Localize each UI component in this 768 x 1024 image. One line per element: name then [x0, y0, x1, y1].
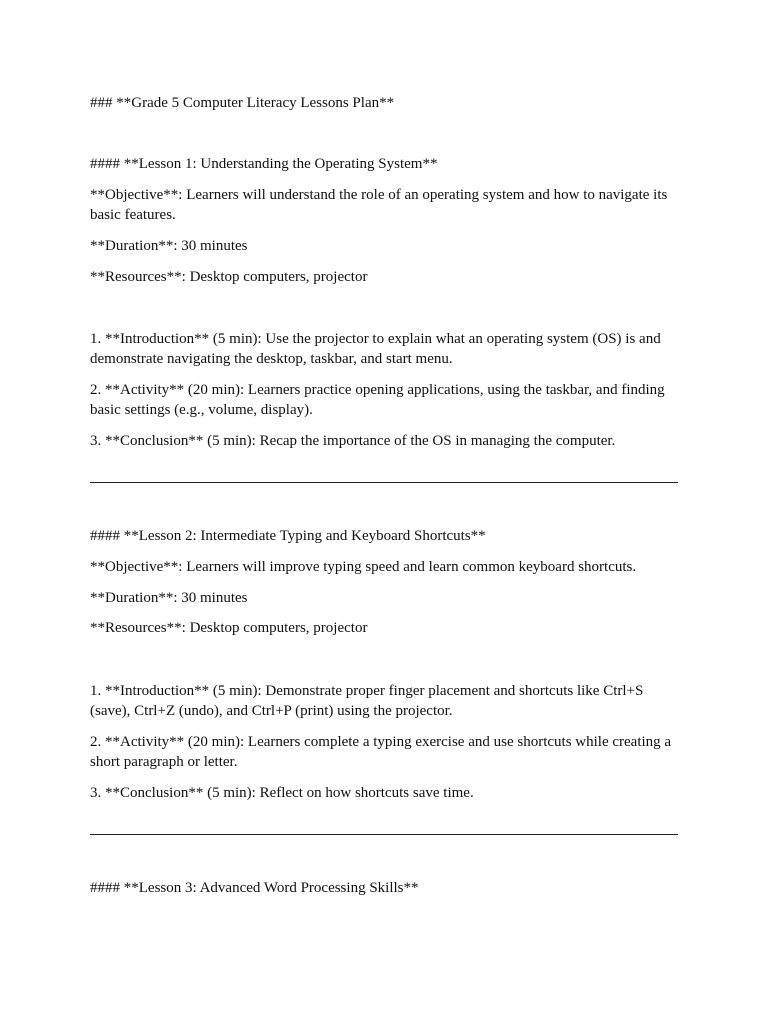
lesson-2-step-1: 1. **Introduction** (5 min): Demonstrate proper finger placement and shortcuts like Ctrl+S (save), Ctrl+Z (undo), and Ctrl+P (print) using the projector.	[90, 683, 644, 719]
section-divider	[90, 834, 678, 835]
lesson-1-step-3: 3. **Conclusion** (5 min): Recap the importance of the OS in managing the computer.	[90, 433, 616, 449]
lesson-2-step-3: 3. **Conclusion** (5 min): Reflect on how shortcuts save time.	[90, 785, 474, 801]
lesson-2-duration: **Duration**: 30 minutes	[90, 590, 248, 606]
lesson-2-objective: **Objective**: Learners will improve typing speed and learn common keyboard shortcuts.	[90, 559, 637, 575]
lesson-1-heading: #### **Lesson 1: Understanding the Operating System**	[90, 156, 438, 172]
lesson-1-resources: **Resources**: Desktop computers, projector	[90, 269, 368, 285]
lesson-1-duration: **Duration**: 30 minutes	[90, 238, 248, 254]
lesson-2-step-2: 2. **Activity** (20 min): Learners complete a typing exercise and use shortcuts while creating a short paragraph or letter.	[90, 734, 672, 770]
lesson-1-step-2: 2. **Activity** (20 min): Learners practice opening applications, using the taskbar, and finding basic settings (e.g., volume, display).	[90, 382, 665, 418]
lesson-1-step-1: 1. **Introduction** (5 min): Use the projector to explain what an operating system (OS) is and demonstrate navigating the desktop, taskbar, and start menu.	[90, 331, 661, 367]
lesson-3-heading: #### **Lesson 3: Advanced Word Processing Skills**	[90, 880, 419, 896]
lesson-2-heading: #### **Lesson 2: Intermediate Typing and Keyboard Shortcuts**	[90, 528, 486, 544]
document-title: ### **Grade 5 Computer Literacy Lessons Plan**	[90, 95, 395, 111]
lesson-2-resources: **Resources**: Desktop computers, projector	[90, 620, 368, 636]
lesson-1-objective: **Objective**: Learners will understand the role of an operating system and how to navigate its basic features.	[90, 187, 668, 223]
section-divider	[90, 482, 678, 483]
